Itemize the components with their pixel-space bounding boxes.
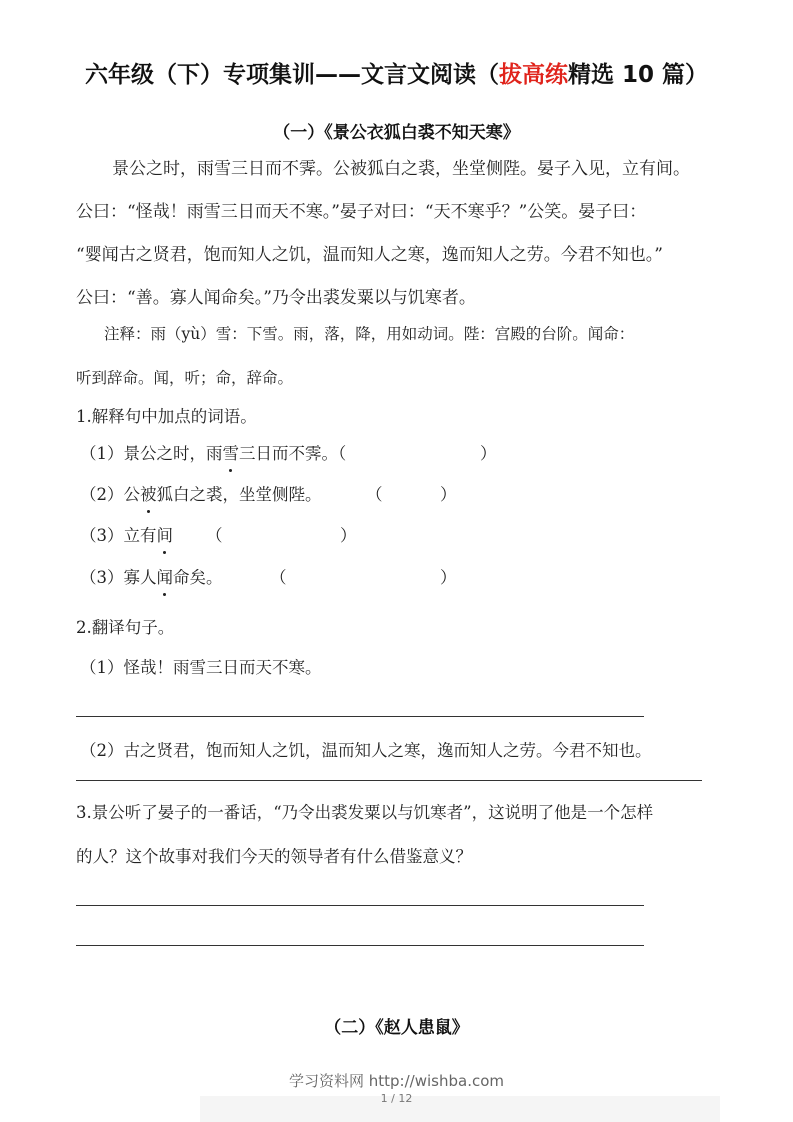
- q1-item-4-open-paren: （: [270, 568, 287, 587]
- q1-item-4-close-paren: ）: [440, 568, 457, 587]
- q1-item-2-close-paren: ）: [440, 485, 457, 504]
- q1-item-2: [80, 483, 322, 507]
- q1-stem: 1.解释句中加点的词语。: [76, 407, 257, 426]
- section2-heading: （二）《赵人患鼠》: [324, 1018, 469, 1038]
- passage-line-1: 景公之时，雨雪三日而不霁。公被狐白之裘，坐堂侧陛。晏子入见，立有间。: [112, 159, 690, 179]
- q2-item-1: （1）怪哉！雨雪三日而天不寒。: [80, 658, 322, 677]
- passage-line-3: “婴闻古之贤君，饱而知人之饥，温而知人之寒，逸而知人之劳。今君不知也。”: [76, 245, 663, 265]
- q1-item-3-dotted-word: 间: [157, 524, 174, 548]
- q1-item-1-pre: （1）景公之时，雨: [80, 444, 223, 463]
- q1-item-1-close-paren: ）: [480, 444, 497, 463]
- q1-item-2-pre: （2）公: [80, 485, 140, 504]
- q2-stem: 2.翻译句子。: [76, 618, 175, 637]
- passage-line-2: 公曰：“怪哉！雨雪三日而天不寒。”晏子对曰：“天不寒乎？”公笑。晏子曰：: [76, 202, 647, 222]
- q1-item-4-pre: （3）寡人: [80, 568, 157, 587]
- notes-line-2: 听到辞命。闻，听；命，辞命。: [76, 369, 294, 387]
- notes-line-1: 注释：雨（yù）雪：下雪。雨，落，降，用如动词。陛：宫殿的台阶。闻命：: [104, 325, 635, 343]
- q1-item-4-dotted-word: 闻: [157, 566, 174, 590]
- title-part2: 精选 10 篇）: [567, 62, 709, 88]
- q1-item-3-open-paren: （: [206, 526, 223, 545]
- q3-answer-line-2[interactable]: [76, 945, 644, 946]
- q3-line-2: 的人？这个故事对我们今天的领导者有什么借鉴意义？: [76, 847, 472, 866]
- q2-item-2: （2）古之贤君，饱而知人之饥，温而知人之寒，逸而知人之劳。今君不知也。: [80, 741, 652, 760]
- q2-answer-line-1[interactable]: [76, 716, 644, 717]
- q1-item-4: [80, 566, 223, 590]
- document-title: [0, 56, 793, 89]
- q1-item-4-post: 命矣。: [173, 568, 223, 587]
- passage-line-4: 公曰：“善。寡人闻命矣。”乃令出裘发粟以与饥寒者。: [76, 288, 476, 308]
- q1-item-1-dotted-word: 雪: [223, 442, 240, 466]
- q1-item-2-post: 狐白之裘，坐堂侧陛。: [156, 485, 322, 504]
- q2-answer-line-2[interactable]: [76, 780, 702, 781]
- q1-item-1-post: 三日而不霁。（: [239, 444, 347, 463]
- footer-watermark: 学习资料网 http://wishba.com: [289, 1072, 504, 1090]
- q3-line-1: 3.景公听了晏子的一番话，“乃令出裘发粟以与饥寒者”，这说明了他是一个怎样: [76, 803, 654, 822]
- q1-item-1: [80, 442, 346, 466]
- q1-item-3-close-paren: ）: [340, 526, 357, 545]
- q1-item-3-pre: （3）立有: [80, 526, 157, 545]
- page-number: 1 / 12: [380, 1092, 413, 1105]
- q1-item-2-open-paren: （: [366, 485, 383, 504]
- title-part1: 六年级（下）专项集训——文言文阅读（: [84, 62, 499, 88]
- q1-item-2-dotted-word: 被: [140, 483, 157, 507]
- q3-answer-line-1[interactable]: [76, 905, 644, 906]
- title-highlight: 拔高练: [498, 62, 568, 88]
- section1-heading: （一）《景公衣狐白裘不知天寒》: [273, 123, 520, 143]
- q1-item-3: [80, 524, 173, 548]
